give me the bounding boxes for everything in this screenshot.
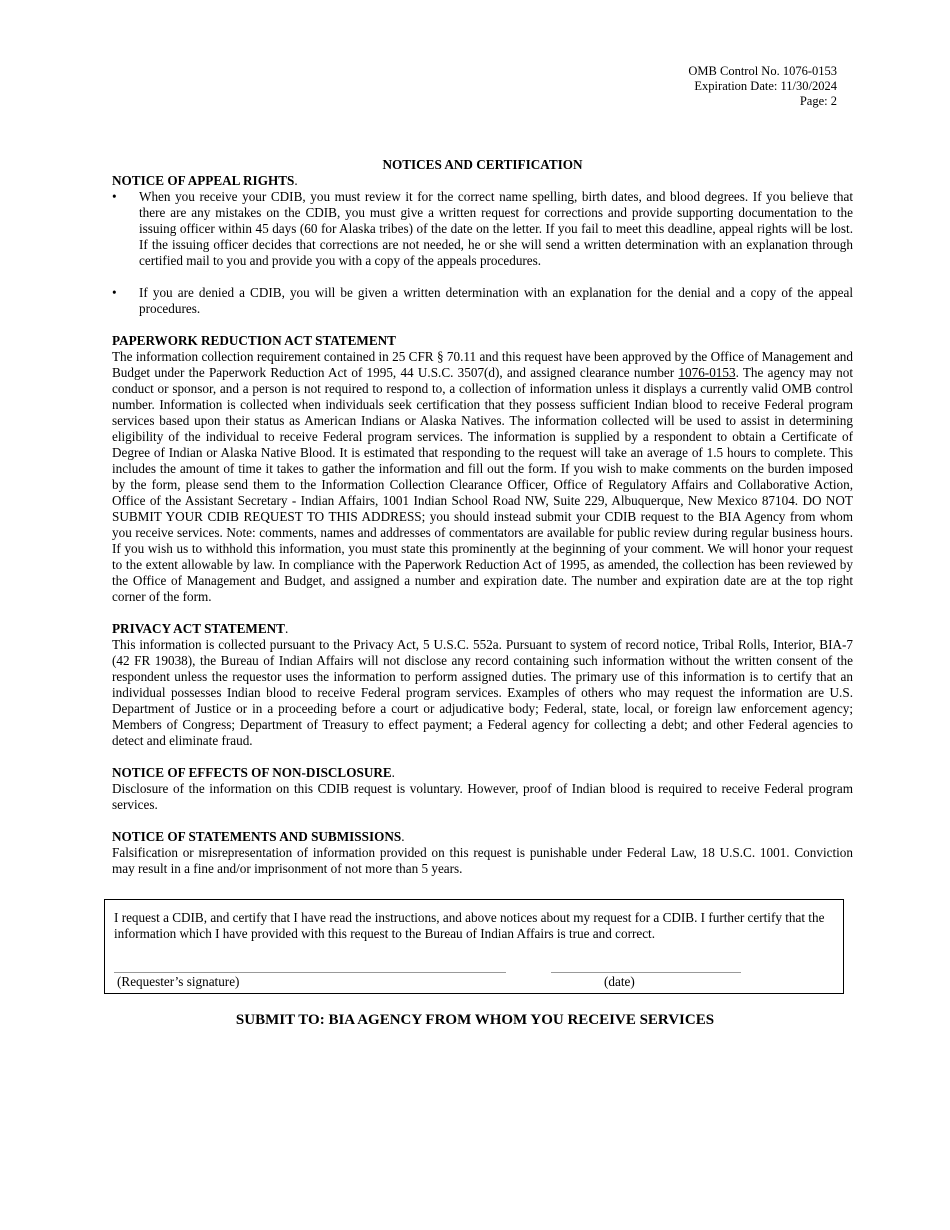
nondisclosure-heading: NOTICE OF EFFECTS OF NON-DISCLOSURE. [112, 765, 395, 780]
list-item: • When you receive your CDIB, you must review it for the correct name spelling, birth dates, and blood degrees. If you believe that there are any mistakes on the CDIB, you must give a written request for corrections and provide supporting documentation to the issuing officer within 45 days (60 for Alaska tribes) of the date on the letter. If you fail to meet this deadline, appeal rights will be lost. If the issuing officer decides that corrections are not needed, he or she will send a written determination with an explanation through certified mail to you and provide you with a copy of the appeals procedures. [112, 189, 853, 268]
appeal-rights-list [112, 189, 853, 317]
expiration-date: Expiration Date: 11/30/2024 [694, 79, 837, 93]
statements-heading: NOTICE OF STATEMENTS AND SUBMISSIONS. [112, 829, 405, 844]
privacy-heading: PRIVACY ACT STATEMENT. [112, 621, 289, 636]
signature-label: (Requester’s signature) [117, 974, 240, 989]
date-label: (date) [604, 974, 635, 989]
paperwork-text: The information collection requirement contained in 25 CFR § 70.11 and this request have been approved by the Office of Management and Budget under the Paperwork Reduction Act of 1995, 44 U.S.C. 3507(d), and assigned clearance number 1076-0153. The agency may not conduct or sponsor, and a person is not required to respond to, a collection of information unless it displays a currently valid OMB control number. Information is collected when individuals seek certification that they possess sufficient Indian blood to receive Federal program services based upon their status as American Indians or Alaska Natives. The information collected will be used to assist in determining eligibility of the individual to receive Federal program services. The information is supplied by a respondent to obtain a Certificate of Degree of Indian or Alaska Native Blood. It is estimated that responding to the request will take an average of 1.5 hours to complete. This includes the amount of time it takes to gather the information and fill out the form. If you wish to make comments on the burden imposed by the form, please send them to the Information Collection Clearance Officer, Office of Regulatory Affairs and Collaborative Action, Office of the Assistant Secretary - Indian Affairs, 1001 Indian School Road NW, Suite 229, Albuquerque, New Mexico 87104. DO NOT SUBMIT YOUR CDIB REQUEST TO THIS ADDRESS; you should instead submit your CDIB request to the BIA Agency from whom you receive services. Note: comments, names and addresses of commentators are available for public review during regular business hours. If you wish us to withhold this information, you must state this prominently at the beginning of your comment. We will honor your request to the extent allowable by law. In compliance with the Paperwork Reduction Act of 1995, as amended, the collection has been reviewed by the Office of Management and Budget, and assigned a number and expiration date. The number and expiration date are at the top right corner of the form. [112, 349, 853, 604]
certification-box [104, 899, 844, 994]
appeal-rights-heading: NOTICE OF APPEAL RIGHTS. [112, 173, 298, 188]
bullet-icon: • [112, 285, 117, 300]
certification-text: I request a CDIB, and certify that I have read the instructions, and above notices about my request for a CDIB. I further certify that the information which I have provided with this request to the Bureau of Indian Affairs is true and correct. [114, 910, 825, 941]
notices-content [112, 157, 853, 877]
nondisclosure-section [112, 765, 853, 813]
submit-instructions: SUBMIT TO: BIA AGENCY FROM WHOM YOU RECEIVE SERVICES [235, 1012, 715, 1028]
date-field[interactable] [551, 972, 741, 973]
paperwork-heading: PAPERWORK REDUCTION ACT STATEMENT [112, 333, 396, 348]
omb-header [688, 64, 837, 109]
list-item: • If you are denied a CDIB, you will be given a written determination with an explanation for the denial and a copy of the appeal procedures. [112, 285, 853, 316]
bullet-icon: • [112, 189, 117, 204]
privacy-text: This information is collected pursuant to the Privacy Act, 5 U.S.C. 552a. Pursuant to system of record notice, Tribal Rolls, Interior, BIA-7 (42 FR 19038), the Bureau of Indian Affairs will not disclose any record containing such information without the written consent of the respondent unless the requestor uses the information to perform assigned duties. The primary use of this information is to certify that an individual possesses Indian blood to receive Federal program services. Examples of others who may request the information are U.S. Department of Justice or in a proceeding before a court or adjudicative body; Federal, state, local, or foreign law enforcement agency; Members of Congress; Department of Treasury to effect payment; a Federal agency for collecting a debt; and other Federal agencies to detect and eliminate fraud. [112, 637, 853, 748]
privacy-section [112, 621, 853, 749]
omb-control-number: OMB Control No. 1076-0153 [688, 64, 837, 78]
nondisclosure-text: Disclosure of the information on this CDIB request is voluntary. However, proof of Indian blood is required to receive Federal program services. [112, 781, 853, 812]
clearance-number: 1076-0153 [678, 365, 736, 380]
page-number: Page: 2 [799, 94, 837, 108]
signature-field[interactable] [114, 972, 506, 973]
page-title: NOTICES AND CERTIFICATION [382, 157, 583, 172]
statements-text: Falsification or misrepresentation of information provided on this request is punishable under Federal Law, 18 U.S.C. 1001. Conviction may result in a fine and/or imprisonment of not more than 5 years. [112, 845, 853, 876]
statements-section [112, 829, 853, 877]
paperwork-section [112, 333, 853, 605]
